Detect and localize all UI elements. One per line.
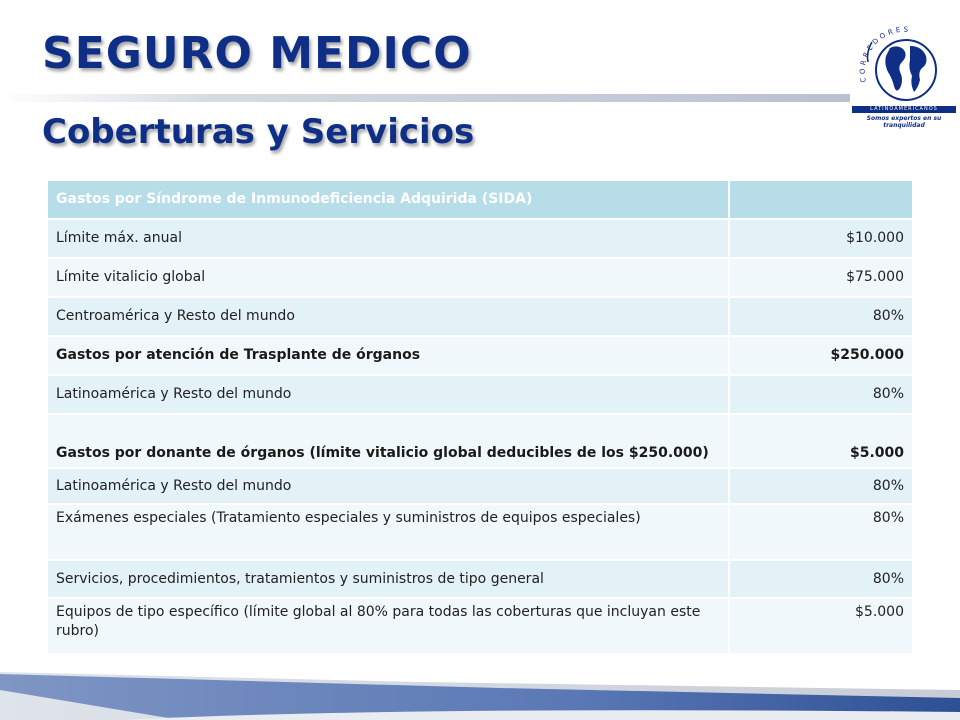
- table-row: [47, 375, 913, 414]
- company-logo: [848, 22, 958, 129]
- table-cell-label: Límite máx. anual: [47, 219, 729, 258]
- table-cell-value: [729, 180, 913, 219]
- table-header-row: [47, 180, 913, 219]
- table-cell-value: 80%: [729, 504, 913, 560]
- table-row: [47, 297, 913, 336]
- globe-icon: [848, 22, 958, 106]
- table-cell-value: 80%: [729, 375, 913, 414]
- table-cell-label: Centroamérica y Resto del mundo: [47, 297, 729, 336]
- table-cell-value: $10.000: [729, 219, 913, 258]
- table-cell-value: $250.000: [729, 336, 913, 375]
- table-row: [47, 560, 913, 598]
- table-row: [47, 219, 913, 258]
- table-cell-value: 80%: [729, 468, 913, 504]
- coverage-table: [46, 179, 914, 655]
- page-title: SEGURO MEDICO: [42, 28, 472, 79]
- table-row: [47, 414, 913, 468]
- table-cell-label: Gastos por Síndrome de Inmunodeficiencia Adquirida (SIDA): [47, 180, 729, 219]
- table-cell-value: $5.000: [729, 414, 913, 468]
- logo-band: [852, 106, 956, 113]
- table-cell-label: Exámenes especiales (Tratamiento especiales y suministros de equipos especiales): [47, 504, 729, 560]
- page-subtitle: Coberturas y Servicios: [42, 112, 475, 152]
- table-cell-label: Servicios, procedimientos, tratamientos y suministros de tipo general: [47, 560, 729, 598]
- table-cell-label: Latinoamérica y Resto del mundo: [47, 375, 729, 414]
- table-cell-value: $5.000: [729, 598, 913, 654]
- table-row: [47, 504, 913, 560]
- table-cell-value: 80%: [729, 560, 913, 598]
- header-divider-bar: [0, 94, 850, 102]
- logo-tagline: Somos expertos en su tranquilidad: [866, 115, 942, 129]
- table-cell-label: Equipos de tipo específico (límite global al 80% para todas las coberturas que incluyan este rubro): [47, 598, 729, 654]
- table-row: [47, 258, 913, 297]
- logo-arc-text: CORREDORES: [858, 25, 912, 84]
- table-cell-label: Límite vitalicio global: [47, 258, 729, 297]
- table-row: [47, 336, 913, 375]
- table-cell-value: 80%: [729, 297, 913, 336]
- table-row: [47, 468, 913, 504]
- logo-band-text: LATINOAMERICANOS: [870, 106, 938, 112]
- table-row: [47, 598, 913, 654]
- table-cell-label: Latinoamérica y Resto del mundo: [47, 468, 729, 504]
- table-cell-label: Gastos por donante de órganos (límite vitalicio global deducibles de los $250.000): [47, 414, 729, 468]
- table-cell-label: Gastos por atención de Trasplante de órganos: [47, 336, 729, 375]
- footer-swoosh: [0, 660, 960, 720]
- table-cell-value: $75.000: [729, 258, 913, 297]
